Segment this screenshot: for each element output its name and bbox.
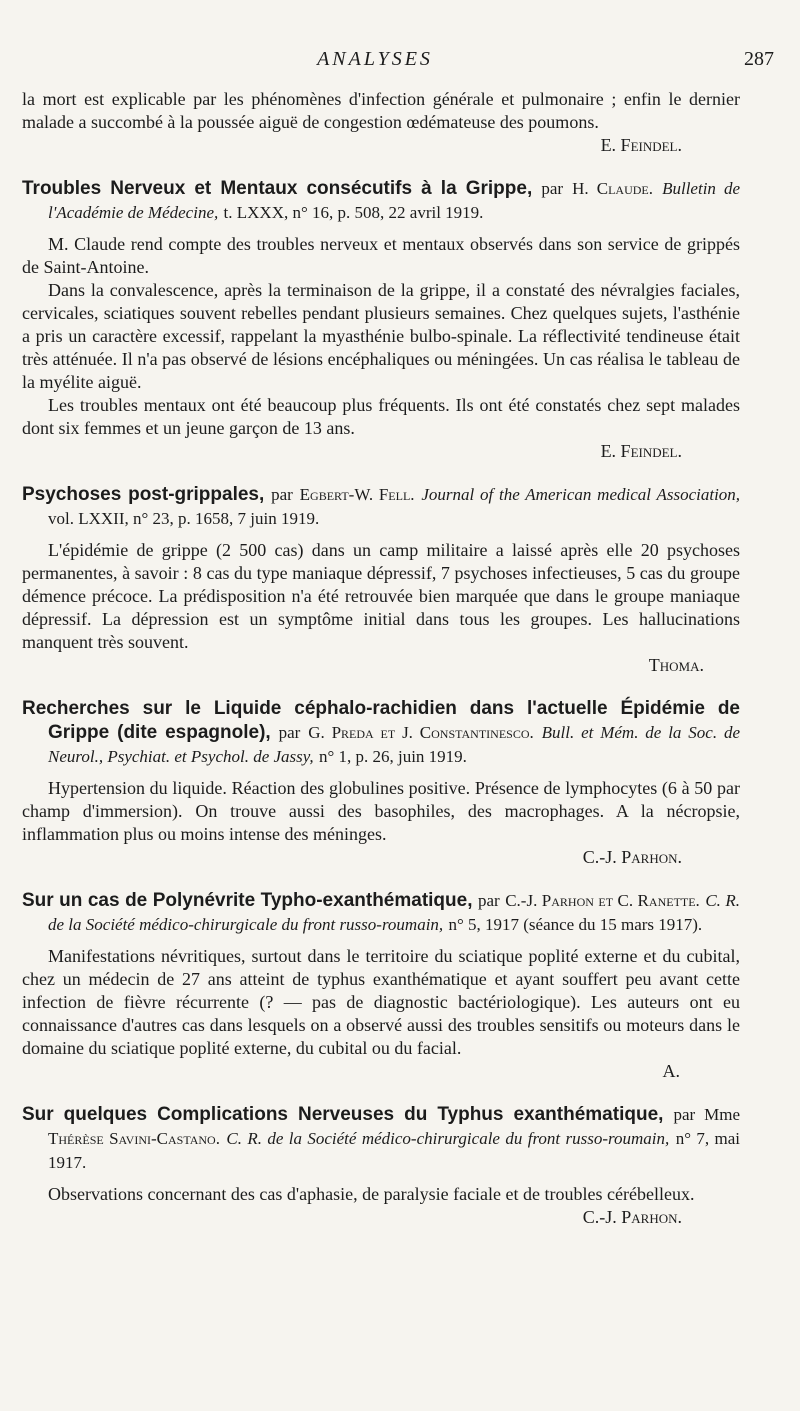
article-source: Bulletin de l'Académie de Médecine, xyxy=(48,179,741,222)
article-by: par xyxy=(541,179,564,198)
article-abstract xyxy=(22,539,740,677)
abstract-paragraph: Dans la convalescence, après la terminaison de la grippe, il a constaté des névralgies faciales, cervicales, sciatiques souvent rebelles pendant plusieurs semaines. Chez quelques sujets, l'asthénie a pris un caractère excessif, rappelant la myasthénie bulbo-spinale. La réflectivité tendineuse était très atténuée. Il n'a pas observé de lésions encéphaliques ou méningées. Un cas réalisa le tableau de la myélite aiguë. xyxy=(22,280,740,392)
article-details: n° 7, mai 1917. xyxy=(48,1129,740,1172)
article-by: par xyxy=(271,485,293,504)
article-by: par xyxy=(478,891,500,910)
continuation-signature: E. Feindel. xyxy=(600,135,682,155)
article xyxy=(22,1103,740,1229)
article-title: Troubles Nerveux et Mentaux consécutifs à la Grippe, xyxy=(22,178,533,199)
running-title: ANALYSES xyxy=(317,48,433,70)
abstract-paragraph: L'épidémie de grippe (2 500 cas) dans un camp militaire a laissé après elle 20 psychoses permanentes, à savoir : 8 cas du type maniaque dépressif, 7 psychoses infectieuses, 5 cas du groupe démence précoce. La prédisposition n'a été retrouvée bien marquée que dans le groupe maniaque dépressif. La dépression est un symptôme initial dans tous les groupes. Les hallucinations manquent très souvent. xyxy=(22,540,740,652)
abstract-paragraph: Observations concernant des cas d'aphasie, de paralysie faciale et de troubles cérébelleux. xyxy=(48,1184,695,1204)
article-authors: Thérèse Savini-Castano. xyxy=(48,1129,220,1148)
continuation-text: la mort est explicable par les phénomènes d'infection générale et pulmonaire ; enfin le dernier malade a succombé à la poussée aiguë de congestion œdémateuse des poumons. xyxy=(22,89,740,132)
article xyxy=(22,697,740,869)
article-signature: E. Feindel. xyxy=(600,441,682,461)
article-title: Sur un cas de Polynévrite Typho-exanthématique, xyxy=(22,890,473,911)
article-heading xyxy=(22,1103,740,1175)
article-source: Journal of the American medical Association, xyxy=(421,485,741,504)
abstract-paragraph: Les troubles mentaux ont été beaucoup plus fréquents. Ils ont été constatés chez sept malades dont six femmes et un jeune garçon de 13 ans. xyxy=(22,395,740,438)
running-header xyxy=(0,46,800,76)
article-signature: A. xyxy=(662,1061,680,1081)
article-details: vol. LXXII, n° 23, p. 1658, 7 juin 1919. xyxy=(48,509,320,528)
article-heading xyxy=(22,177,740,225)
article-abstract xyxy=(22,777,740,869)
article-abstract xyxy=(22,1183,740,1229)
article-signature: Thoma. xyxy=(648,655,704,675)
article-title: Recherches sur le Liquide céphalo-rachidien dans l'actuelle Épidémie de Grippe (dite espagnole), xyxy=(22,698,740,743)
article-by: par Mme xyxy=(673,1105,741,1124)
article-authors: H. Claude. xyxy=(572,179,653,198)
article-source: C. R. de la Société médico-chirurgicale du front russo-roumain, xyxy=(48,891,740,934)
abstract-paragraph: Hypertension du liquide. Réaction des globulines positive. Présence de lymphocytes (6 à 50 par champ d'immersion). On trouve aussi des basophiles, des macrophages. A la nécropsie, inflammation plus ou moins intense des méninges. xyxy=(22,778,740,844)
article xyxy=(22,483,740,677)
article-heading xyxy=(22,483,740,531)
article-heading xyxy=(22,889,740,937)
article-source: C. R. de la Société médico-chirurgicale du front russo-roumain, xyxy=(226,1129,670,1148)
page-number: 287 xyxy=(744,48,774,70)
article-abstract xyxy=(22,945,740,1083)
article-details: n° 1, p. 26, juin 1919. xyxy=(318,747,467,766)
abstract-paragraph: M. Claude rend compte des troubles nerveux et mentaux observés dans son service de grippés de Saint-Antoine. xyxy=(22,234,740,277)
article-by: par xyxy=(278,723,301,742)
article-authors: Egbert-W. Fell. xyxy=(299,485,415,504)
article-heading xyxy=(22,697,740,769)
article xyxy=(22,177,740,463)
article-signature: C.-J. Parhon. xyxy=(582,847,682,867)
article-source: Bull. et Mém. de la Soc. de Neurol., Psychiat. et Psychol. de Jassy, xyxy=(48,723,740,766)
article-authors: C.-J. Parhon et C. Ranette. xyxy=(505,891,700,910)
abstract-paragraph: Manifestations névritiques, surtout dans le territoire du sciatique poplité externe et du cubital, chez un médecin de 27 ans atteint de typhus exanthématique et ayant souffert peu avant cette infection de fièvre récurrente (? — pas de diagnostic bactériologique). Les auteurs ont eu connaissance d'autres cas dans lesquels on a observé aussi des troubles sensitifs ou moteurs dans le domaine du sciatique poplité externe, du cubital ou du facial. xyxy=(22,946,740,1058)
article-signature: C.-J. Parhon. xyxy=(582,1207,682,1227)
article-details: n° 5, 1917 (séance du 15 mars 1917). xyxy=(448,915,703,934)
article-title: Sur quelques Complications Nerveuses du Typhus exanthématique, xyxy=(22,1104,664,1125)
article-details: t. LXXX, n° 16, p. 508, 22 avril 1919. xyxy=(223,203,484,222)
article xyxy=(22,889,740,1083)
article-authors: G. Preda et J. Constantinesco. xyxy=(308,723,534,742)
article-title: Psychoses post-grippales, xyxy=(22,484,265,505)
article-abstract xyxy=(22,233,740,463)
page-body xyxy=(22,88,740,1229)
